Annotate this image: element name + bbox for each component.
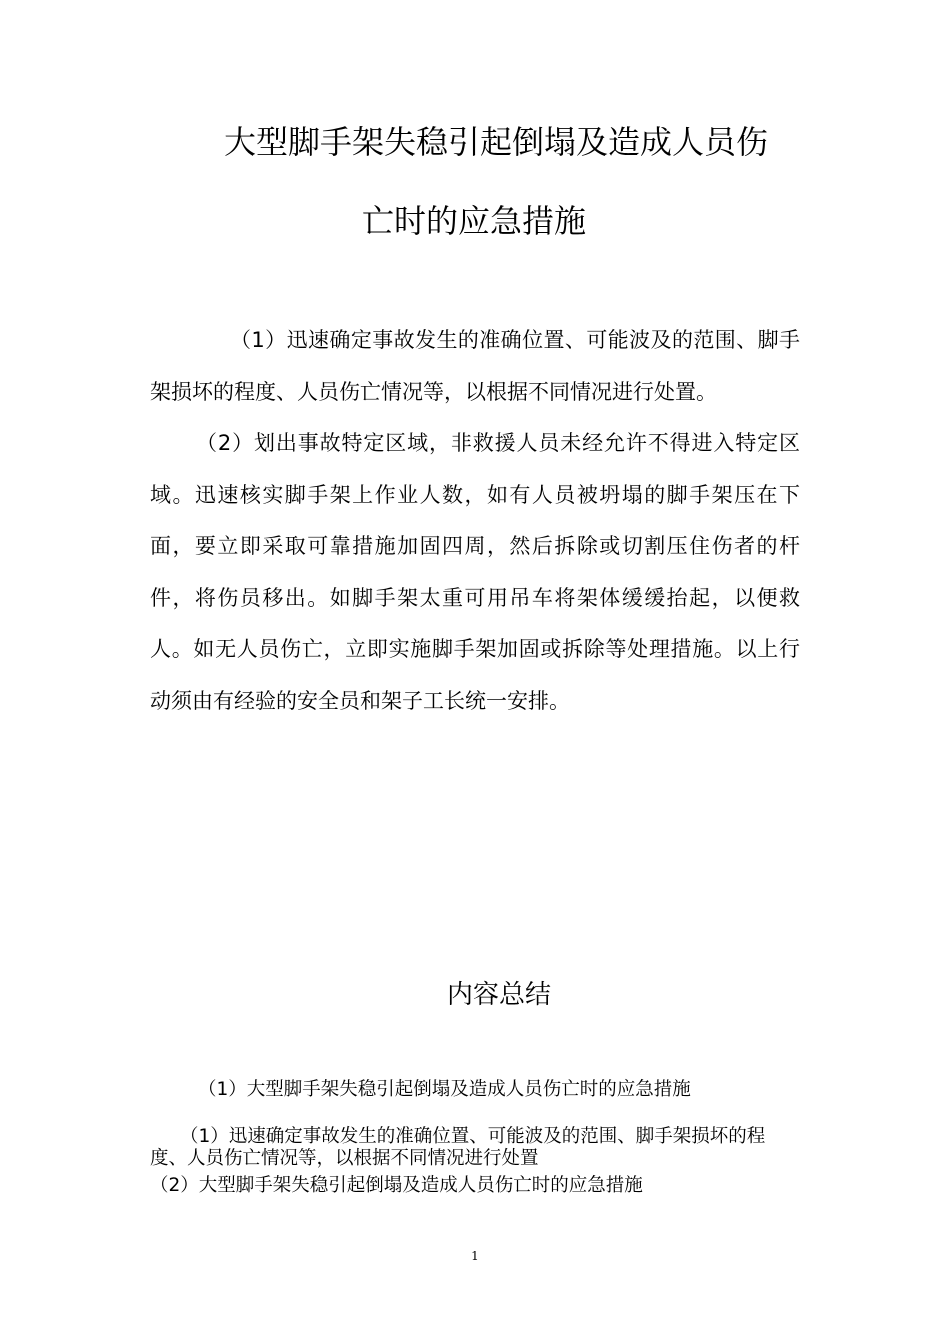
- summary-heading: 内容总结: [447, 980, 552, 1010]
- paragraph-2: （2）划出事故特定区域，非救援人员未经允许不得进入特定区域。迅速核实脚手架上作业人数，如有人员被坍塌的脚手架压在下面，要立即采取可靠措施加固四周，然后拆除或切割压住伤者的杆件，将伤员移出。如脚手架太重可用吊车将架体缓缓抬起，以便救人。如无人员伤亡，立即实施脚手架加固或拆除等处理措施。以上行动须由有经验的安全员和架子工长统一安排。: [150, 431, 800, 713]
- paragraph-1: （1）迅速确定事故发生的准确位置、可能波及的范围、脚手架损坏的程度、人员伤亡情况等，以根据不同情况进行处置。: [150, 328, 800, 404]
- page-number: 1: [471, 1249, 479, 1263]
- summary-item-1: （1）大型脚手架失稳引起倒塌及造成人员伤亡时的应急措施: [198, 1079, 691, 1100]
- summary-item-2: （1）迅速确定事故发生的准确位置、可能波及的范围、脚手架损坏的程度、人员伤亡情况等，以根据不同情况进行处置: [150, 1126, 766, 1169]
- document-title-line-1: 大型脚手架失稳引起倒塌及造成人员伤: [224, 123, 769, 161]
- summary-item-3: （2）大型脚手架失稳引起倒塌及造成人员伤亡时的应急措施: [150, 1175, 643, 1196]
- document-title-line-2: 亡时的应急措施: [362, 202, 587, 240]
